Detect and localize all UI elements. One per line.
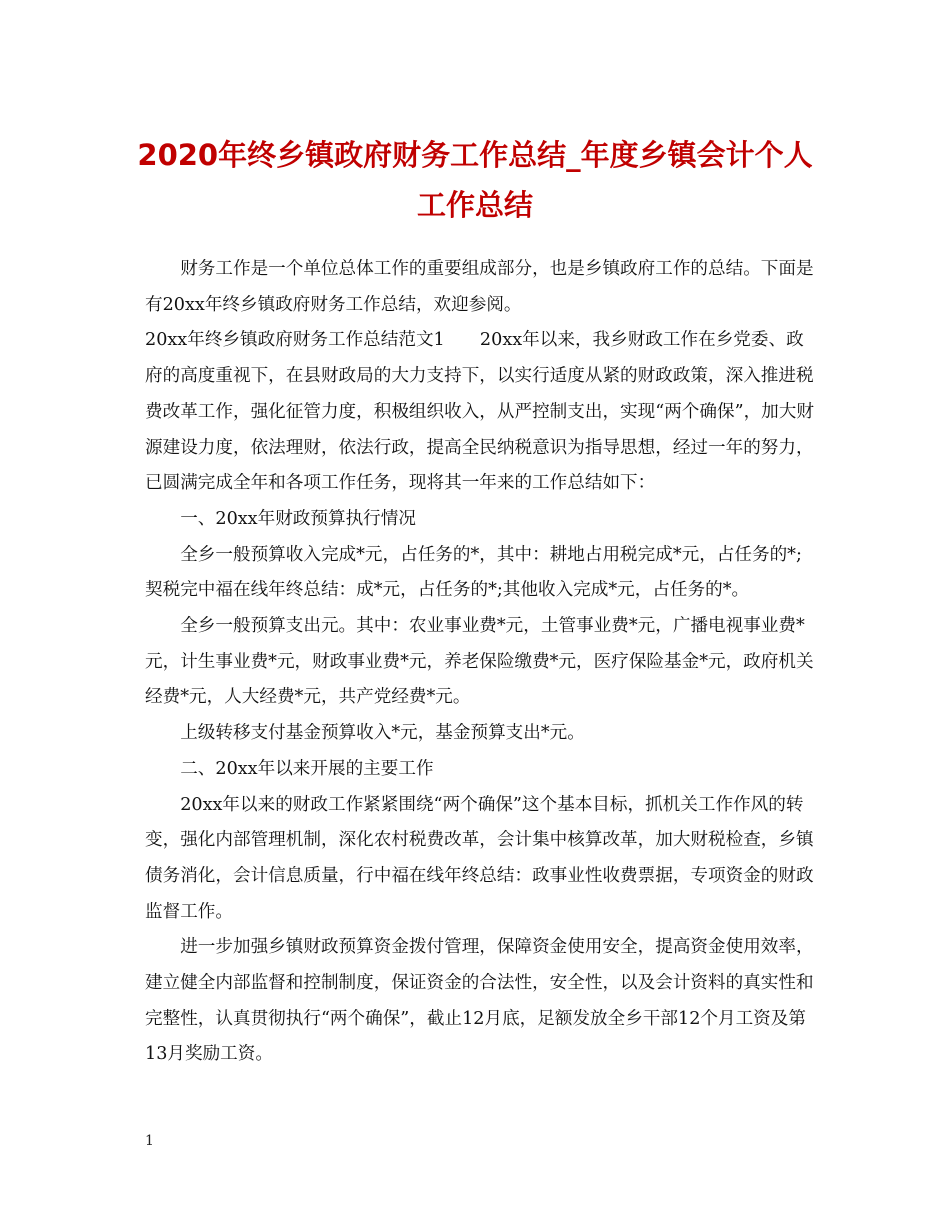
section-heading-budget-execution: 一、20xx年财政预算执行情况	[180, 508, 416, 529]
section-heading-main-work: 二、20xx年以来开展的主要工作	[180, 758, 434, 779]
paragraph-intro: 财务工作是一个单位总体工作的重要组成部分，也是乡镇政府工作的总结。下面是有20xx年终乡镇政府财务工作总结，欢迎参阅。	[145, 259, 814, 315]
paragraph-sample-heading: 20xx年终乡镇政府财务工作总结范文1 20xx年以来，我乡财政工作在乡党委、政府的高度重视下，在县财政局的大力支持下，以实行适度从紧的财政政策，深入推进税费改革工作，强化征管力度，积极组织收入，从严控制支出，实现“两个确保”，加大财源建设力度，依法理财，依法行政，提高全民纳税意识为指导思想，经过一年的努力，已圆满完成全年和各项工作任务，现将其一年来的工作总结如下：	[145, 330, 814, 494]
paragraph-main-work: 20xx年以来的财政工作紧紧围绕“两个确保”这个基本目标，抓机关工作作风的转变，强化内部管理机制，深化农村税费改革，会计集中核算改革，加大财税检查，乡镇债务消化，会计信息质量，行中福在线年终总结：政事业性收费票据，专项资金的财政监督工作。	[145, 794, 814, 922]
paragraph-fund-management: 进一步加强乡镇财政预算资金拨付管理，保障资金使用安全，提高资金使用效率，建立健全内部监督和控制制度，保证资金的合法性，安全性，以及会计资料的真实性和完整性，认真贯彻执行“两个确保”，截止12月底，足额发放全乡干部12个月工资及第13月奖励工资。	[145, 937, 814, 1065]
document-body	[145, 252, 815, 1073]
paragraph-budget-income: 全乡一般预算收入完成*元，占任务的*，其中：耕地占用税完成*元，占任务的*;契税完中福在线年终总结：成*元，占任务的*;其他收入完成*元，占任务的*。	[145, 544, 802, 601]
document-title: 2020年终乡镇政府财务工作总结_年度乡镇会计个人工作总结	[137, 138, 813, 222]
paragraph-budget-expenditure: 全乡一般预算支出元。其中：农业事业费*元，土管事业费*元，广播电视事业费*元，计生事业费*元，财政事业费*元，养老保险缴费*元，医疗保险基金*元，政府机关经费*元，人大经费*元，共产党经费*元。	[145, 616, 814, 708]
paragraph-transfer-funds: 上级转移支付基金预算收入*元，基金预算支出*元。	[180, 723, 585, 744]
page-number: 1	[145, 1133, 154, 1149]
